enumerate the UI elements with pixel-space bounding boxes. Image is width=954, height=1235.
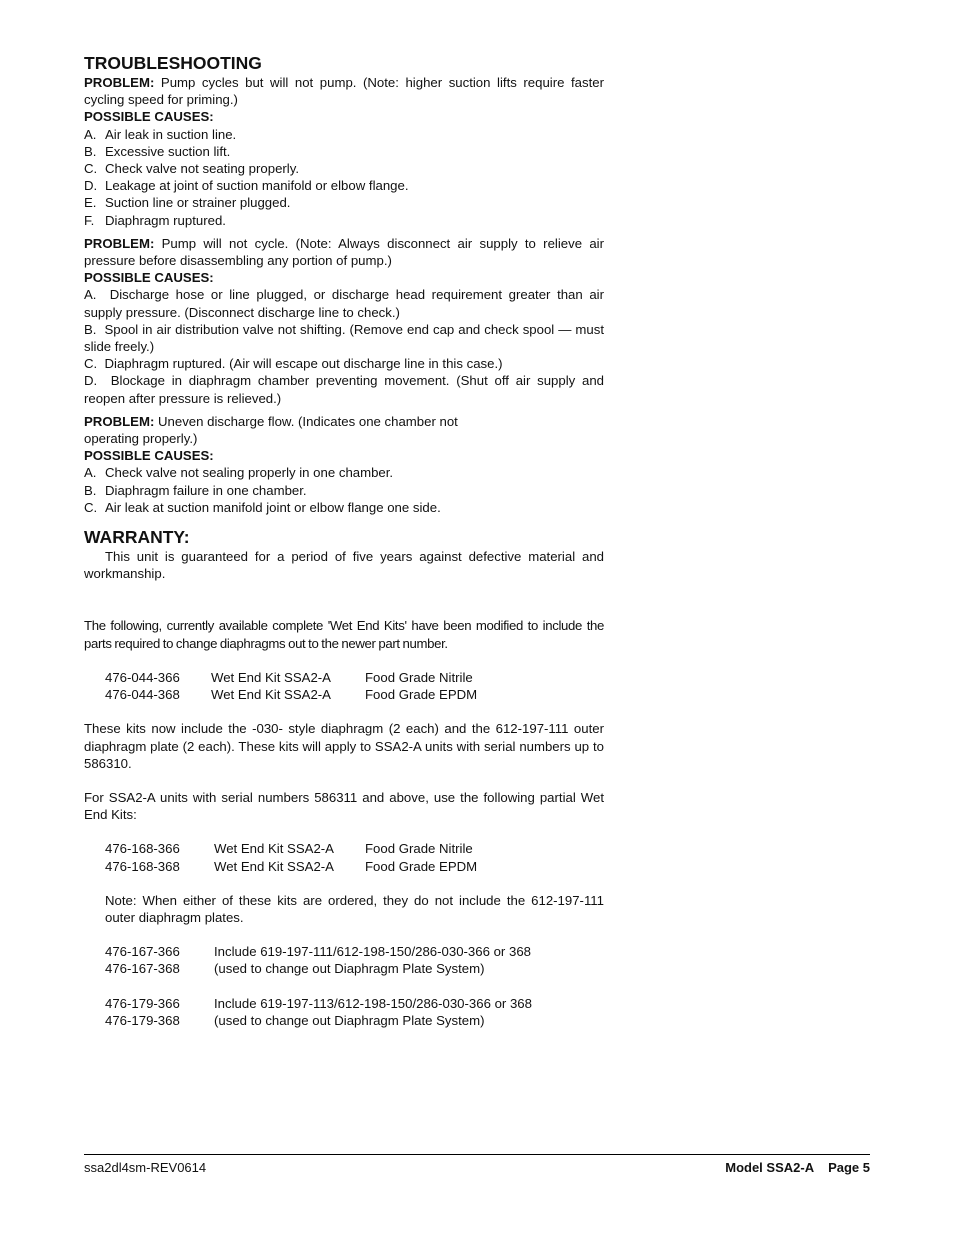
cause-item: [84, 286, 604, 320]
cause-letter: D.: [84, 178, 98, 194]
troubleshooting-heading: TROUBLESHOOTING: [84, 53, 262, 73]
cause-letter: B.: [84, 482, 97, 498]
kit-name: Wet End Kit SSA2-A: [214, 841, 334, 857]
problem-text: Pump cycles but will not pump. (Note: higher suction lifts require faster cycling speed for priming.): [84, 75, 604, 108]
serial-note: For SSA2-A units with serial numbers 586311 and above, use the following partial Wet End Kits:: [84, 789, 604, 823]
problem-label: PROBLEM:: [84, 75, 155, 90]
cause-text: Air leak in suction line.: [105, 126, 237, 142]
problem-statement: [84, 74, 604, 108]
cause-item: [84, 482, 604, 499]
problem-label: PROBLEM:: [84, 413, 155, 429]
plate-kit-row: [84, 943, 604, 960]
kit-part-number: 476-168-366: [105, 841, 180, 857]
plate-kit-row: [84, 995, 604, 1012]
kit-row: [84, 840, 604, 857]
kit-part-number: 476-168-368: [105, 858, 180, 874]
kit-material: Food Grade Nitrile: [365, 841, 473, 857]
cause-item: [84, 372, 604, 406]
footer-divider: [84, 1154, 870, 1155]
cause-text: Blockage in diaphragm chamber preventing movement. (Shut off air supply and reopen after pressure is relieved.): [84, 373, 605, 406]
possible-causes-label: POSSIBLE CAUSES:: [84, 448, 214, 464]
cause-letter: B.: [84, 143, 97, 159]
kit-material: Food Grade EPDM: [365, 858, 478, 874]
problem-statement: [84, 413, 604, 430]
possible-causes-label: POSSIBLE CAUSES:: [84, 270, 214, 286]
cause-item: [84, 160, 604, 177]
problem-text: Pump will not cycle. (Note: Always disconnect air supply to relieve air pressure before disassembling any portion of pump.): [84, 235, 604, 269]
kits-intro: The following, currently available complete 'Wet End Kits' have been modified to include the parts required to change diaphragms out to the newer part number.: [84, 618, 604, 651]
cause-item: [84, 321, 604, 355]
kit-material: Food Grade Nitrile: [365, 669, 473, 685]
problem-block-2: [84, 235, 604, 407]
cause-letter: C.: [84, 499, 98, 515]
cause-item: [84, 355, 604, 372]
cause-item: [84, 499, 604, 516]
cause-letter: B.: [84, 321, 97, 337]
warranty-heading: WARRANTY:: [84, 527, 190, 548]
kit-name: Wet End Kit SSA2-A: [211, 669, 331, 685]
cause-text: Diaphragm failure in one chamber.: [105, 482, 307, 498]
document-body: [84, 52, 604, 1029]
plate-kit-row: [84, 1012, 604, 1029]
kit-name: Wet End Kit SSA2-A: [211, 687, 331, 703]
problem-statement: [84, 235, 604, 269]
cause-letter: A.: [84, 287, 97, 303]
problem-block-3: [84, 413, 604, 516]
cause-letter: E.: [84, 195, 97, 211]
kit-part-number: 476-044-366: [105, 669, 180, 685]
cause-item: [84, 126, 604, 143]
kit-row: [84, 858, 604, 875]
cause-text: Check valve not sealing properly in one chamber.: [105, 465, 394, 481]
cause-text: Diaphragm ruptured.: [105, 212, 226, 228]
cause-item: [84, 212, 604, 229]
cause-item: [84, 143, 604, 160]
cause-letter: A.: [84, 126, 97, 142]
cause-text: Air leak at suction manifold joint or elbow flange one side.: [105, 499, 441, 515]
plate-kit-description: (used to change out Diaphragm Plate System): [214, 961, 485, 977]
cause-text: Check valve not seating properly.: [105, 161, 300, 177]
cause-letter: C.: [84, 161, 98, 177]
kit-material: Food Grade EPDM: [365, 687, 478, 703]
kit-row: [84, 686, 604, 703]
problem-text: Uneven discharge flow. (Indicates one chamber not: [158, 413, 458, 429]
footer-doc-id: ssa2dl4sm-REV0614: [84, 1160, 207, 1175]
footer-page-number: Page 5: [828, 1160, 870, 1175]
plate-kit-row: [84, 960, 604, 977]
plate-kit-description: Include 619-197-113/612-198-150/286-030-366 or 368: [214, 995, 532, 1011]
footer-page-info: [725, 1160, 870, 1175]
plate-kit-part-number: 476-179-366: [105, 995, 180, 1011]
cause-text: Excessive suction lift.: [105, 143, 231, 159]
cause-text: Suction line or strainer plugged.: [105, 195, 291, 211]
cause-text: Diaphragm ruptured. (Air will escape out discharge line in this case.): [104, 356, 503, 372]
kits-note: These kits now include the -030- style diaphragm (2 each) and the 612-197-111 outer diaphragm plate (2 each). These kits will apply to SSA2-A units with serial numbers up to 586310.: [84, 721, 604, 771]
problem-block-1: [84, 74, 604, 229]
kit-row: [84, 669, 604, 686]
cause-item: [84, 194, 604, 211]
possible-causes-label: POSSIBLE CAUSES:: [84, 109, 214, 125]
cause-item: [84, 177, 604, 194]
cause-letter: C.: [84, 356, 98, 372]
warranty-text: This unit is guaranteed for a period of five years against defective material and workmanship.: [84, 549, 604, 582]
cause-item: [84, 464, 604, 481]
cause-text: Discharge hose or line plugged, or discharge head requirement greater than air supply pressure. (Disconnect discharge line to check.): [84, 287, 605, 320]
problem-text-continued: operating properly.): [84, 431, 198, 447]
plate-kit-part-number: 476-167-366: [105, 944, 180, 960]
plate-kit-description: Include 619-197-111/612-198-150/286-030-366 or 368: [214, 944, 531, 960]
problem-label: PROBLEM:: [84, 235, 155, 251]
kit-part-number: 476-044-368: [105, 687, 180, 703]
cause-text: Spool in air distribution valve not shifting. (Remove end cap and check spool — must slide freely.): [84, 321, 605, 355]
plate-kit-part-number: 476-167-368: [105, 961, 180, 977]
cause-letter: D.: [84, 373, 98, 389]
order-note: Note: When either of these kits are ordered, they do not include the 612-197-111 outer diaphragm plates.: [105, 892, 604, 925]
plate-kit-description: (used to change out Diaphragm Plate System): [214, 1012, 485, 1028]
footer-model: Model SSA2-A: [725, 1160, 815, 1175]
plate-kit-part-number: 476-179-368: [105, 1012, 180, 1028]
cause-letter: F.: [84, 212, 95, 228]
cause-text: Leakage at joint of suction manifold or elbow flange.: [105, 178, 409, 194]
kit-name: Wet End Kit SSA2-A: [214, 858, 334, 874]
cause-letter: A.: [84, 465, 97, 481]
